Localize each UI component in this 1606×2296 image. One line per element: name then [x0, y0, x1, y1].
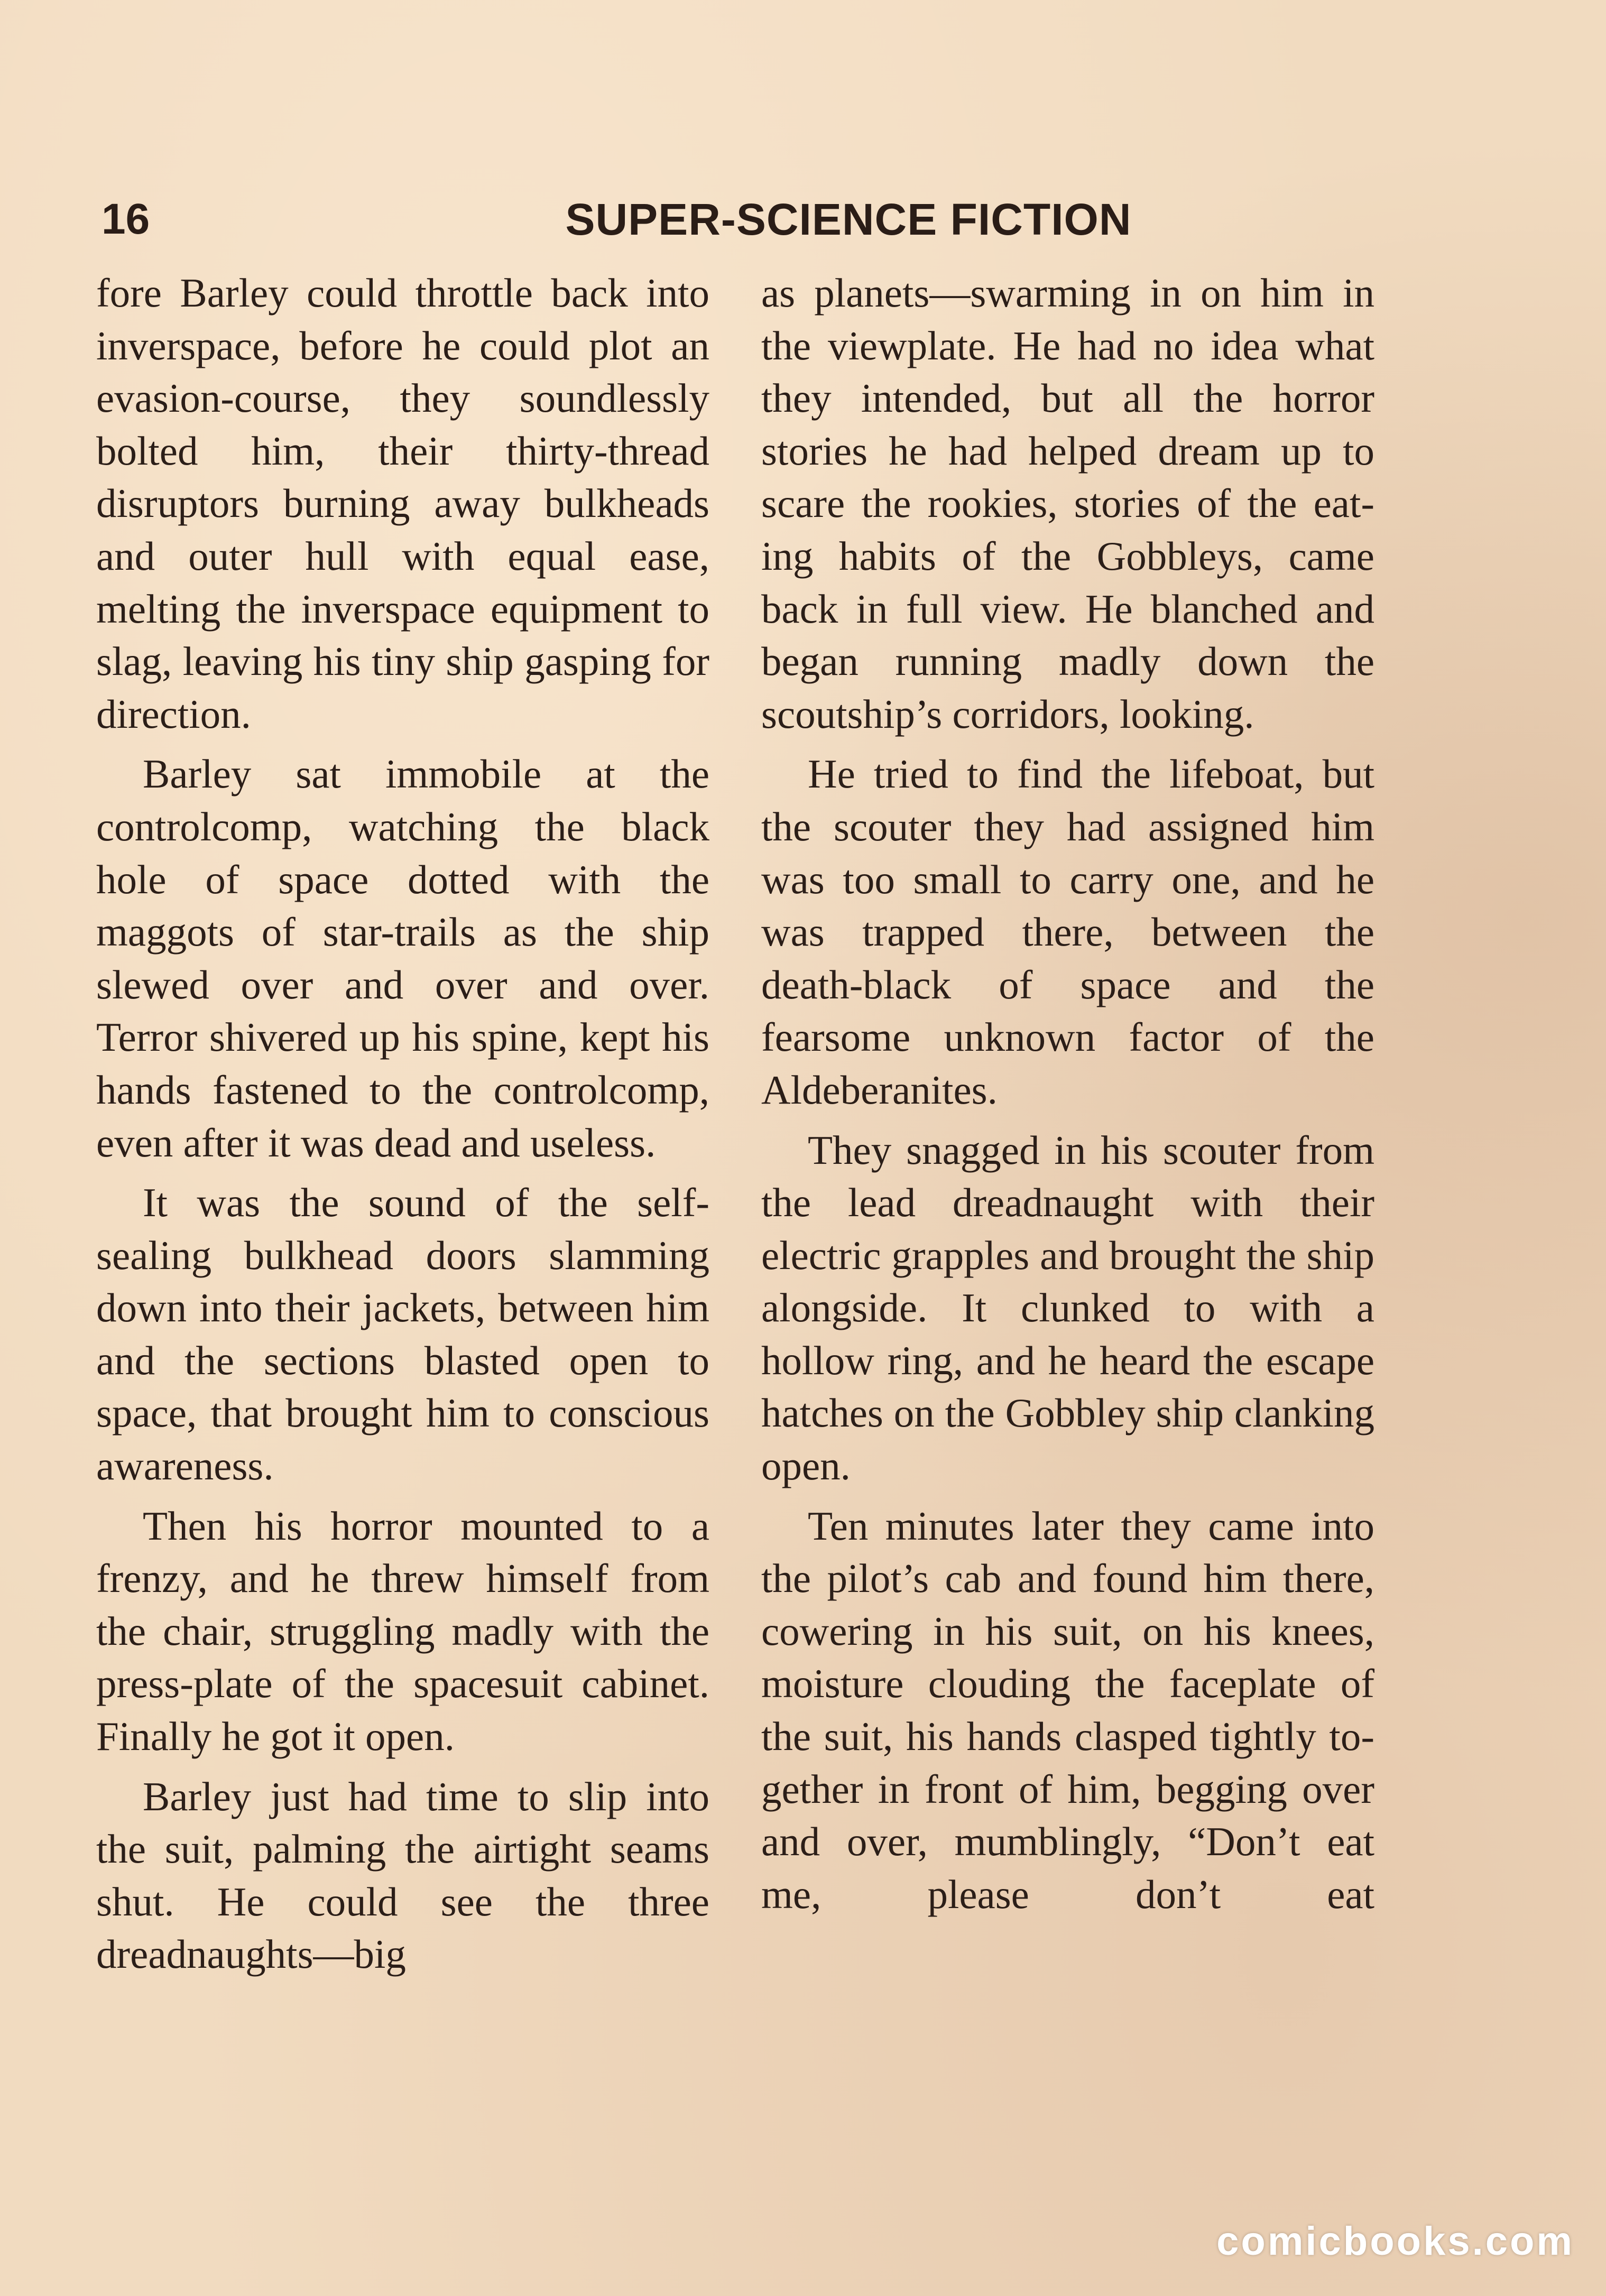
paragraph: They snagged in his scouter from the lead dreadnaught with their electric grapples and brought the ship alongside. It clunked to with a hollow ring, and he heard the escape hatches on the Gobbley ship clanking open. [761, 1127, 1374, 1489]
paragraph: It was the sound of the self-sealing bulkhead doors slamming down into their jackets, between him and the sections blasted open to space, that brought him to conscious awareness. [96, 1180, 709, 1489]
paragraph: fore Barley could throttle back into inverspace, before he could plot an evasion-course, they soundlessly bolted him, their thirty-thread disruptors burning away bulkheads and outer hull with equal ease, melting the inverspace equipment to slag, leaving his tiny ship gasping for direction. [96, 270, 709, 737]
journal-title: SUPER-SCIENCE FICTION [565, 195, 1132, 244]
left-text-column [96, 267, 709, 1981]
running-head [95, 190, 1522, 248]
paragraph: Barley sat immobile at the controlcomp, watching the black hole of space dotted with the maggots of star-trails as the ship slewed over and over and over. Terror shivered up his spine, kept his hands fastened to the controlcomp, even after it was dead and useless. [96, 751, 709, 1165]
paragraph: as planets—swarming in on him in the viewplate. He had no idea what they intended, but all the horror stories he had helped dream up to scare the rookies, stories of the eating habits of the Gobbleys, came back in full view. He blanched and began running madly down the scoutship’s corridors, looking. [761, 270, 1374, 737]
paragraph: Ten minutes later they came into the pilot’s cab and found him there, cowering in his suit, on his knees, moisture clouding the faceplate of the suit, his hands clasped tightly together in front of him, begging over and over, mumblingly, “Don’t eat me, please don’t eat [761, 1503, 1374, 1917]
paragraph: He tried to find the lifeboat, but the scouter they had assigned him was too small to carry one, and he was trapped there, between the death-black of space and the fearsome unknown factor of the Aldeberanites. [761, 751, 1374, 1113]
watermark: comicbooks.com [1216, 2219, 1574, 2264]
paragraph: Then his horror mounted to a frenzy, and he threw himself from the chair, struggling madly with the press-plate of the spacesuit cabinet. Finally he got it open. [96, 1503, 709, 1760]
page-number: 16 [101, 195, 150, 243]
right-text-column [761, 267, 1374, 1921]
paragraph: Barley just had time to slip into the suit, palming the airtight seams shut. He could see the three dreadnaughts—big [96, 1773, 709, 1977]
